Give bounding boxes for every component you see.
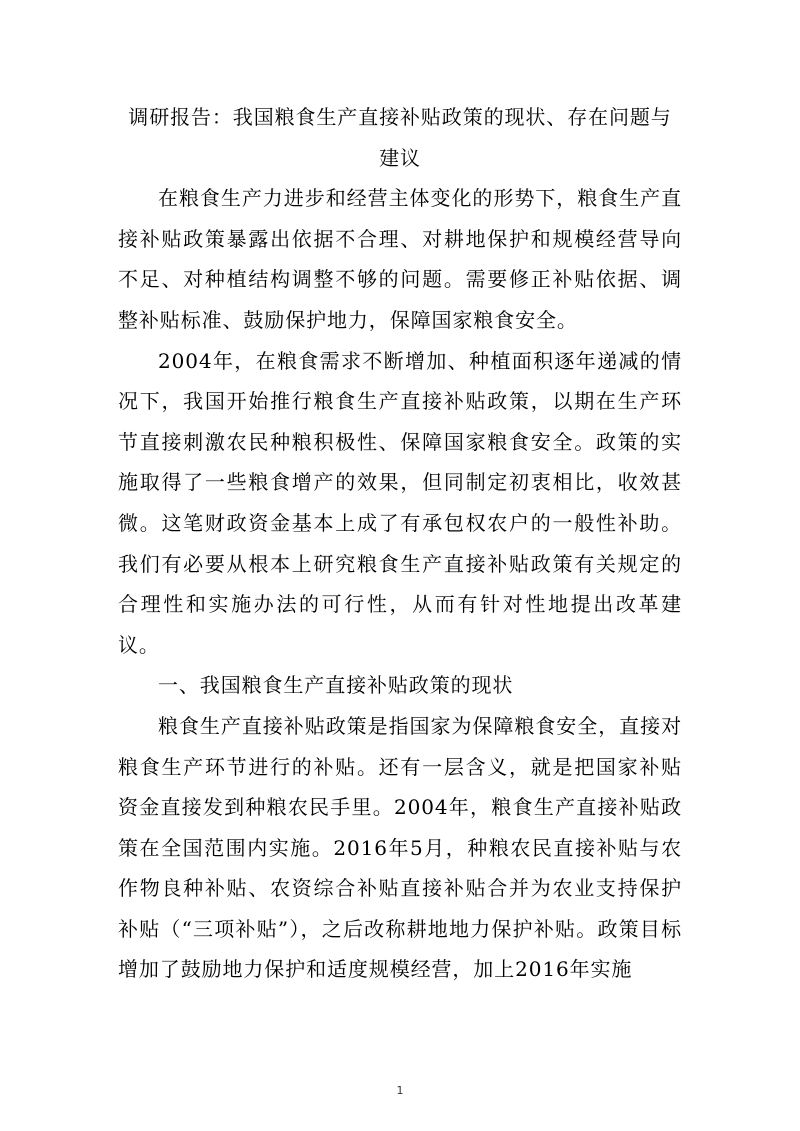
section-paragraph: 粮食生产直接补贴政策是指国家为保障粮食安全，直接对粮食生产环节进行的补贴。还有一层含义，就是把国家补贴资金直接发到种粮农民手里。2004年，粮食生产直接补贴政策在全国范围内实施。2016年5月，种粮农民直接补贴与农作物良种补贴、农资综合补贴直接补贴合并为农业支持保护补贴（“三项补贴”），之后改称耕地地力保护补贴。政策目标增加了鼓励地力保护和适度规模经营，加上2016年实施 xyxy=(118,713,682,982)
page-number: 1 xyxy=(396,1084,404,1097)
document-title: 调研报告：我国粮食生产直接补贴政策的现状、存在问题与建议 xyxy=(128,105,672,170)
section-heading: 一、我国粮食生产直接补贴政策的现状 xyxy=(158,673,514,698)
document-body xyxy=(118,97,682,990)
background-paragraph: 2004年，在粮食需求不断增加、种植面积逐年递减的情况下，我国开始推行粮食生产直接补贴政策，以期在生产环节直接刺激农民种粮积极性、保障国家粮食安全。政策的实施取得了一些粮食增产的效果，但同制定初衷相比，收效甚微。这笔财政资金基本上成了有承包权农户的一般性补助。我们有必要从根本上研究粮食生产直接补贴政策有关规定的合理性和实施办法的可行性，从而有针对性地提出改革建议。 xyxy=(118,348,682,657)
intro-paragraph: 在粮食生产力进步和经营主体变化的形势下，粮食生产直接补贴政策暴露出依据不合理、对耕地保护和规模经营导向不足、对种植结构调整不够的问题。需要修正补贴依据、调整补贴标准、鼓励保护地力，保障国家粮食安全。 xyxy=(118,186,682,332)
